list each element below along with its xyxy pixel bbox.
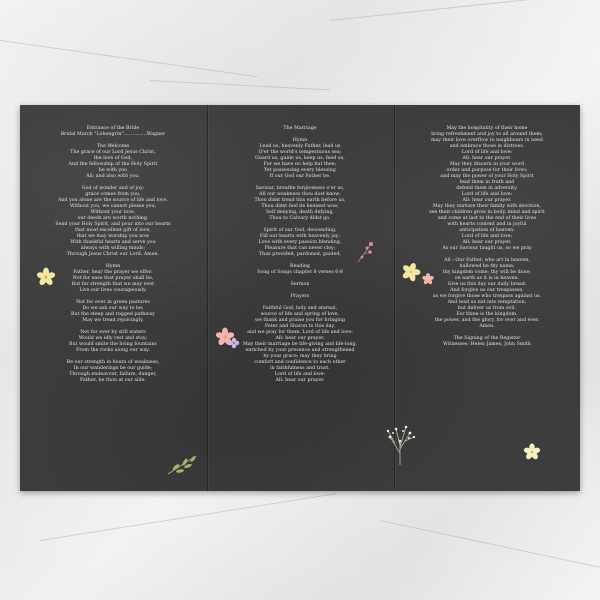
text-line: and come at last to the end of their lives	[437, 216, 537, 221]
text-line: comfort and confidence to each other	[254, 360, 346, 365]
text-line: Witnesses: Helen James, John Smith	[443, 342, 531, 347]
text-line: May they discern in your word	[449, 162, 525, 167]
text-line: see their children grow in body, mind and spirit	[429, 210, 545, 215]
text-line: anticipation of heaven.	[459, 228, 515, 233]
text-line: And forgive us our trespasses,	[450, 288, 524, 293]
text-line: but deliver us from evil.	[457, 306, 517, 311]
text-line: Through Jesus Christ our Lord. Amen.	[66, 252, 160, 257]
text-line: Through endeavour, failure, danger,	[69, 372, 157, 377]
text-line: with hearts content and in joyful	[447, 222, 527, 227]
text-line: May the hospitality of their home	[446, 126, 528, 131]
text-line: Lord of life and love:	[274, 372, 326, 377]
text-line: Not for ever in green pastures	[76, 300, 150, 305]
text-line: But the steep and rugged pathway	[71, 312, 155, 317]
text-line: the love of God,	[93, 156, 133, 161]
text-line: Saviour, breathe forgiveness o'er us,	[255, 186, 345, 191]
text-line: Spirit of our God, descending,	[263, 228, 337, 233]
text-line: enriched by your presence and strengthened	[245, 348, 355, 353]
text-line: bring refreshment and joy to all around them;	[431, 132, 543, 137]
yellow-flower-icon	[523, 443, 541, 461]
text-line: and embrace those in distress.	[449, 144, 525, 149]
text-line: The Welcome	[96, 144, 130, 149]
yellow-flower-icon	[400, 261, 422, 283]
text-line: Without you, we cannot please you;	[69, 204, 157, 209]
text-line: lead them in truth and	[459, 180, 515, 185]
text-line: For we have no help but thee;	[263, 162, 337, 167]
text-line: All: hear our prayer.	[462, 156, 512, 161]
text-line: As our Saviour taught us, so we pray	[442, 246, 532, 251]
text-line: Give us this day our daily bread.	[447, 282, 527, 287]
text-line: Live our lives courageously.	[79, 288, 147, 293]
text-line: Song of Songs chapter 8 verses 6-8	[257, 270, 343, 275]
text-line: God of wonder and of joy:	[81, 186, 145, 191]
text-line: May we tread rejoicingly.	[82, 318, 144, 323]
text-line: Do we ask our way to be;	[82, 306, 144, 311]
text-line: be with you	[98, 168, 128, 173]
text-line: The Marriage	[283, 126, 317, 131]
text-line: hallowed be thy name;	[459, 264, 515, 269]
text-line: Fill our hearts with heavenly joy;	[259, 234, 341, 239]
lilac-flower-icon	[228, 337, 240, 349]
text-line: With thankful hearts and serve you	[70, 240, 156, 245]
text-line: thy kingdom come; thy will be done;	[442, 270, 532, 275]
text-line: Thou to Calvary didst go.	[269, 216, 331, 221]
text-line: source of life and spring of love,	[260, 312, 340, 317]
text-line: we thank and praise you for bringing	[254, 318, 346, 323]
text-line: Yet possessing every blessing	[264, 168, 336, 173]
text-line: If our God our Father be.	[269, 174, 331, 179]
text-line: Father, hear the prayer we offer:	[73, 270, 153, 275]
text-line: that most excellent gift of love,	[75, 228, 151, 233]
text-line: the power, and the glory, for ever and ever.	[434, 318, 540, 323]
text-line: always with willing minds;	[80, 246, 146, 251]
text-line: Lord of life and love:	[461, 234, 513, 239]
text-line: Not for ever by still waters	[80, 330, 146, 335]
text-line: by your grace; may they bring	[263, 354, 337, 359]
text-line: that we may worship you now	[76, 234, 150, 239]
text-line: All : Our Father, who art in heaven,	[444, 258, 530, 263]
text-line: Father, be thou at our side.	[80, 378, 146, 383]
pink-flower-icon	[421, 272, 435, 286]
text-line: And you alone are the source of life and love.	[58, 198, 168, 203]
text-line: and may the power of your Holy Spirit	[440, 174, 534, 179]
text-line: Reading	[290, 264, 310, 269]
text-line: Entrance of the Bride	[86, 126, 140, 131]
text-line: Lead us, heavenly Father, lead us	[259, 144, 341, 149]
text-line: Peter and Sharon to this day,	[264, 324, 336, 329]
text-line: All: hear our prayer.	[462, 198, 512, 203]
text-line: Hymn	[105, 264, 121, 269]
text-line: Not for ease that prayer shall be,	[72, 276, 154, 281]
text-line: Faithful God, holy and eternal,	[262, 306, 338, 311]
text-line: may their love overflow to neighbours in need	[431, 138, 543, 143]
text-line: Pleasure that can never cloy;	[264, 246, 336, 251]
text-line: The grace of our Lord Jesus Christ,	[70, 150, 156, 155]
text-line: May they nurture their family with devotion,	[432, 204, 542, 209]
text-line: Self denying, death defying,	[265, 210, 335, 215]
text-line: Hymn	[292, 138, 308, 143]
text-line: Lord of life and love:	[461, 150, 513, 155]
text-line: Thus provided, pardoned, guided,	[258, 252, 342, 257]
leaf-sprig-icon	[166, 452, 200, 476]
text-line: our deeds are worth nothing.	[77, 216, 149, 221]
text-line: Guard us, guide us, keep us, feed us,	[255, 156, 345, 161]
text-line: and we pray for them. Lord of life and love:	[247, 330, 353, 335]
text-line: O'er the world's tempestuous sea;	[258, 150, 342, 155]
text-line: All: hear our prayer.	[275, 336, 325, 341]
text-line: order and purpose for their lives;	[446, 168, 528, 173]
text-line: And lead us not into temptation;	[447, 300, 527, 305]
text-line: Without your love,	[90, 210, 136, 215]
text-line: From the rocks along our way.	[76, 348, 150, 353]
text-line: Bridal March "Lohengrin"...............Wagner	[60, 132, 166, 137]
text-line: grace comes from you,	[85, 192, 141, 197]
text-line: Thou didst feel its keenest woe;	[261, 204, 339, 209]
text-line: Lord of life and love:	[461, 192, 513, 197]
text-line: Be our strength in hours of weakness,	[66, 360, 160, 365]
text-line: as we forgive those who trespass against us.	[432, 294, 542, 299]
fold-line-left	[207, 105, 208, 491]
text-line: May their marriage be life-giving and life-long,	[242, 342, 358, 347]
right-panel	[398, 126, 576, 348]
text-line: Thou didst tread this earth before us,	[254, 198, 346, 203]
order-of-service-card	[20, 105, 580, 491]
text-line: For thine is the kingdom,	[456, 312, 518, 317]
text-line: And the fellowship of the Holy Spirit	[68, 162, 158, 167]
text-line: All: hear our prayer.	[462, 240, 512, 245]
gypsophila-sprig-icon	[380, 423, 420, 465]
text-line: All our weakness thou dost know;	[259, 192, 341, 197]
text-line: Sermon	[290, 282, 310, 287]
text-line: Send your Holy Spirit, and pour into our hearts	[55, 222, 171, 227]
berry-sprig-icon	[355, 240, 375, 264]
yellow-flower-icon	[36, 267, 56, 287]
left-panel	[24, 126, 202, 384]
text-line: All: and also with you.	[86, 174, 140, 179]
text-line: But for strength that we may ever	[71, 282, 155, 287]
text-line: Prayers	[290, 294, 310, 299]
text-line: But would smite the living fountains	[69, 342, 157, 347]
text-line: defend them in adversity.	[456, 186, 518, 191]
text-line: Love with every passion blending,	[258, 240, 342, 245]
text-line: All: hear our prayer.	[275, 378, 325, 383]
text-line: The Signing of the Register	[453, 336, 521, 341]
text-line: In our wanderings be our guide;	[73, 366, 153, 371]
text-line: on earth as it is in heaven.	[454, 276, 520, 281]
text-line: in faithfulness and trust.	[270, 366, 330, 371]
text-line: Would we idly rest and stay;	[78, 336, 148, 341]
text-line: Amen.	[479, 324, 495, 329]
